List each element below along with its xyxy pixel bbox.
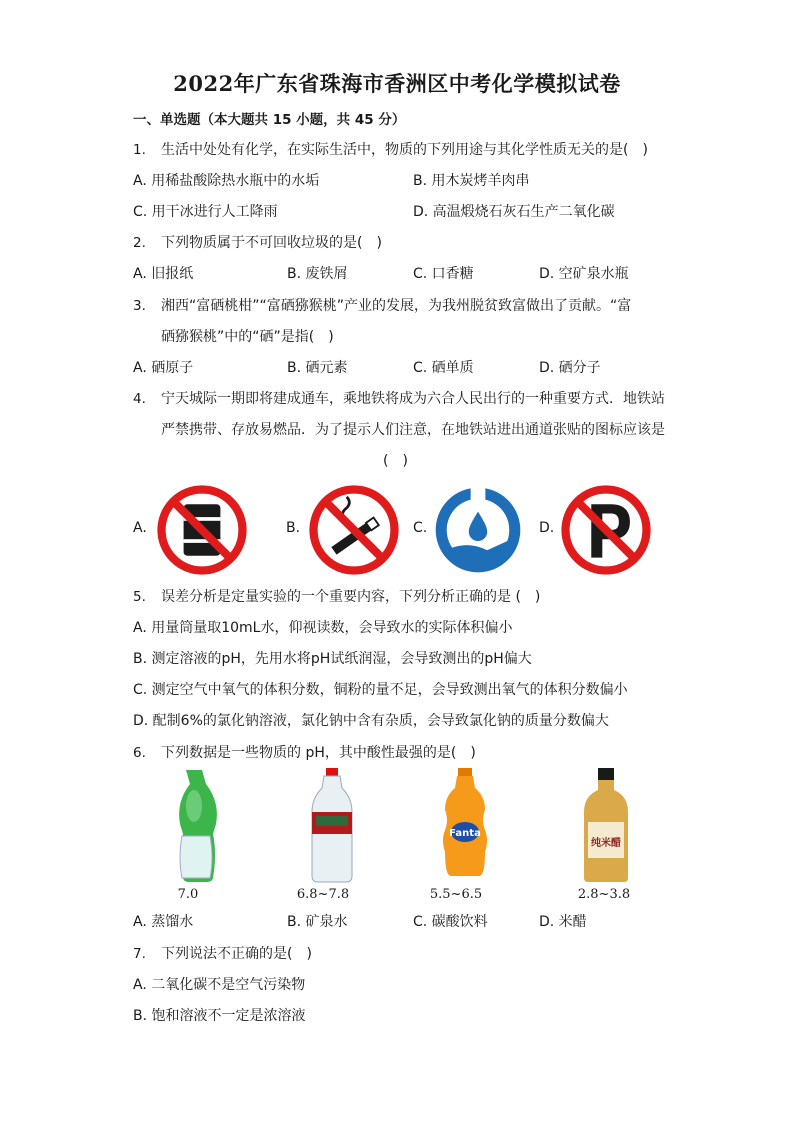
mineral-water-bottle-icon	[302, 766, 362, 884]
no-barrel-sign-icon	[156, 484, 248, 576]
water-saving-sign-icon	[432, 484, 524, 576]
q2-option-b: B. 废铁屑	[287, 266, 348, 282]
q5-option-a: A. 用量筒量取10mL水，仰视读数，会导致水的实际体积偏小	[133, 620, 513, 636]
distilled-water-bottle-icon	[168, 766, 228, 884]
q1-option-b: B. 用木炭烤羊肉串	[413, 173, 530, 189]
ph-value-rice-vinegar: 2.8~3.8	[577, 887, 631, 902]
q1-option-c: C. 用干冰进行人工降雨	[133, 204, 278, 220]
q3-number: 3.	[133, 298, 146, 314]
q4-option-a-label: A.	[133, 520, 147, 536]
no-parking-sign-icon	[560, 484, 652, 576]
q4-option-d-label: D.	[539, 520, 555, 536]
q3-option-b: B. 硒元素	[287, 360, 348, 376]
q1-text: 生活中处处有化学，在实际生活中，物质的下列用途与其化学性质无关的是( )	[161, 142, 648, 158]
q5-option-c: C. 测定空气中氧气的体积分数，铜粉的量不足，会导致测出氧气的体积分数偏小	[133, 682, 628, 698]
q3-option-d: D. 硒分子	[539, 360, 601, 376]
q4-text-line3: ( )	[383, 453, 408, 469]
q2-option-c: C. 口香糖	[413, 266, 474, 282]
q1-number: 1.	[133, 142, 146, 158]
q2-text: 下列物质属于不可回收垃圾的是( )	[161, 235, 382, 251]
q4-number: 4.	[133, 391, 146, 407]
q4-option-c-label: C.	[413, 520, 428, 536]
q6-option-b: B. 矿泉水	[287, 914, 348, 930]
q6-number: 6.	[133, 745, 146, 761]
ph-value-mineral-water: 6.8~7.8	[296, 887, 350, 902]
q4-text-line2: 严禁携带、存放易燃品．为了提示人们注意，在地铁站进出通道张贴的图标应该是	[161, 422, 665, 438]
q6-option-a: A. 蒸馏水	[133, 914, 194, 930]
soda-label: Fanta	[449, 828, 481, 839]
ph-value-distilled-water: 7.0	[177, 887, 199, 902]
q2-option-d: D. 空矿泉水瓶	[539, 266, 629, 282]
q2-number: 2.	[133, 235, 146, 251]
carbonated-drink-bottle-icon	[436, 766, 496, 884]
no-smoking-sign-icon	[308, 484, 400, 576]
q5-text: 误差分析是定量实验的一个重要内容，下列分析正确的是 ( )	[161, 589, 541, 605]
q5-number: 5.	[133, 589, 146, 605]
rice-vinegar-bottle-icon	[576, 766, 636, 884]
vinegar-label: 纯米醋	[591, 838, 621, 849]
q1-option-d: D. 高温煅烧石灰石生产二氧化碳	[413, 204, 615, 220]
q4-option-b-label: B.	[286, 520, 301, 536]
q3-option-a: A. 硒原子	[133, 360, 194, 376]
q3-text-line2: 硒猕猴桃”中的“硒”是指( )	[161, 329, 334, 345]
q6-option-c: C. 碳酸饮料	[413, 914, 488, 930]
page-title: 2022年广东省珠海市香洲区中考化学模拟试卷	[173, 71, 621, 96]
q7-option-b: B. 饱和溶液不一定是浓溶液	[133, 1008, 306, 1024]
q5-option-d: D. 配制6%的氯化钠溶液，氯化钠中含有杂质，会导致氯化钠的质量分数偏大	[133, 713, 609, 729]
q4-text-line1: 宁天城际一期即将建成通车，乘地铁将成为六合人民出行的一种重要方式．地铁站	[161, 391, 665, 407]
q2-option-a: A. 旧报纸	[133, 266, 194, 282]
q5-option-b: B. 测定溶液的pH，先用水将pH试纸润湿，会导致测出的pH偏大	[133, 651, 532, 667]
q1-option-a: A. 用稀盐酸除热水瓶中的水垢	[133, 173, 320, 189]
q3-text-line1: 湘西“富硒桃柑”“富硒猕猴桃”产业的发展，为我州脱贫致富做出了贡献。“富	[161, 298, 632, 314]
q6-text: 下列数据是一些物质的 pH，其中酸性最强的是( )	[161, 745, 476, 761]
q7-text: 下列说法不正确的是( )	[161, 946, 312, 962]
q6-option-d: D. 米醋	[539, 914, 587, 930]
q7-option-a: A. 二氧化碳不是空气污染物	[133, 977, 306, 993]
q7-number: 7.	[133, 946, 146, 962]
ph-value-carbonated-drink: 5.5~6.5	[429, 887, 483, 902]
section-heading: 一、单选题（本大题共 15 小题，共 45 分）	[133, 112, 406, 128]
q3-option-c: C. 硒单质	[413, 360, 474, 376]
